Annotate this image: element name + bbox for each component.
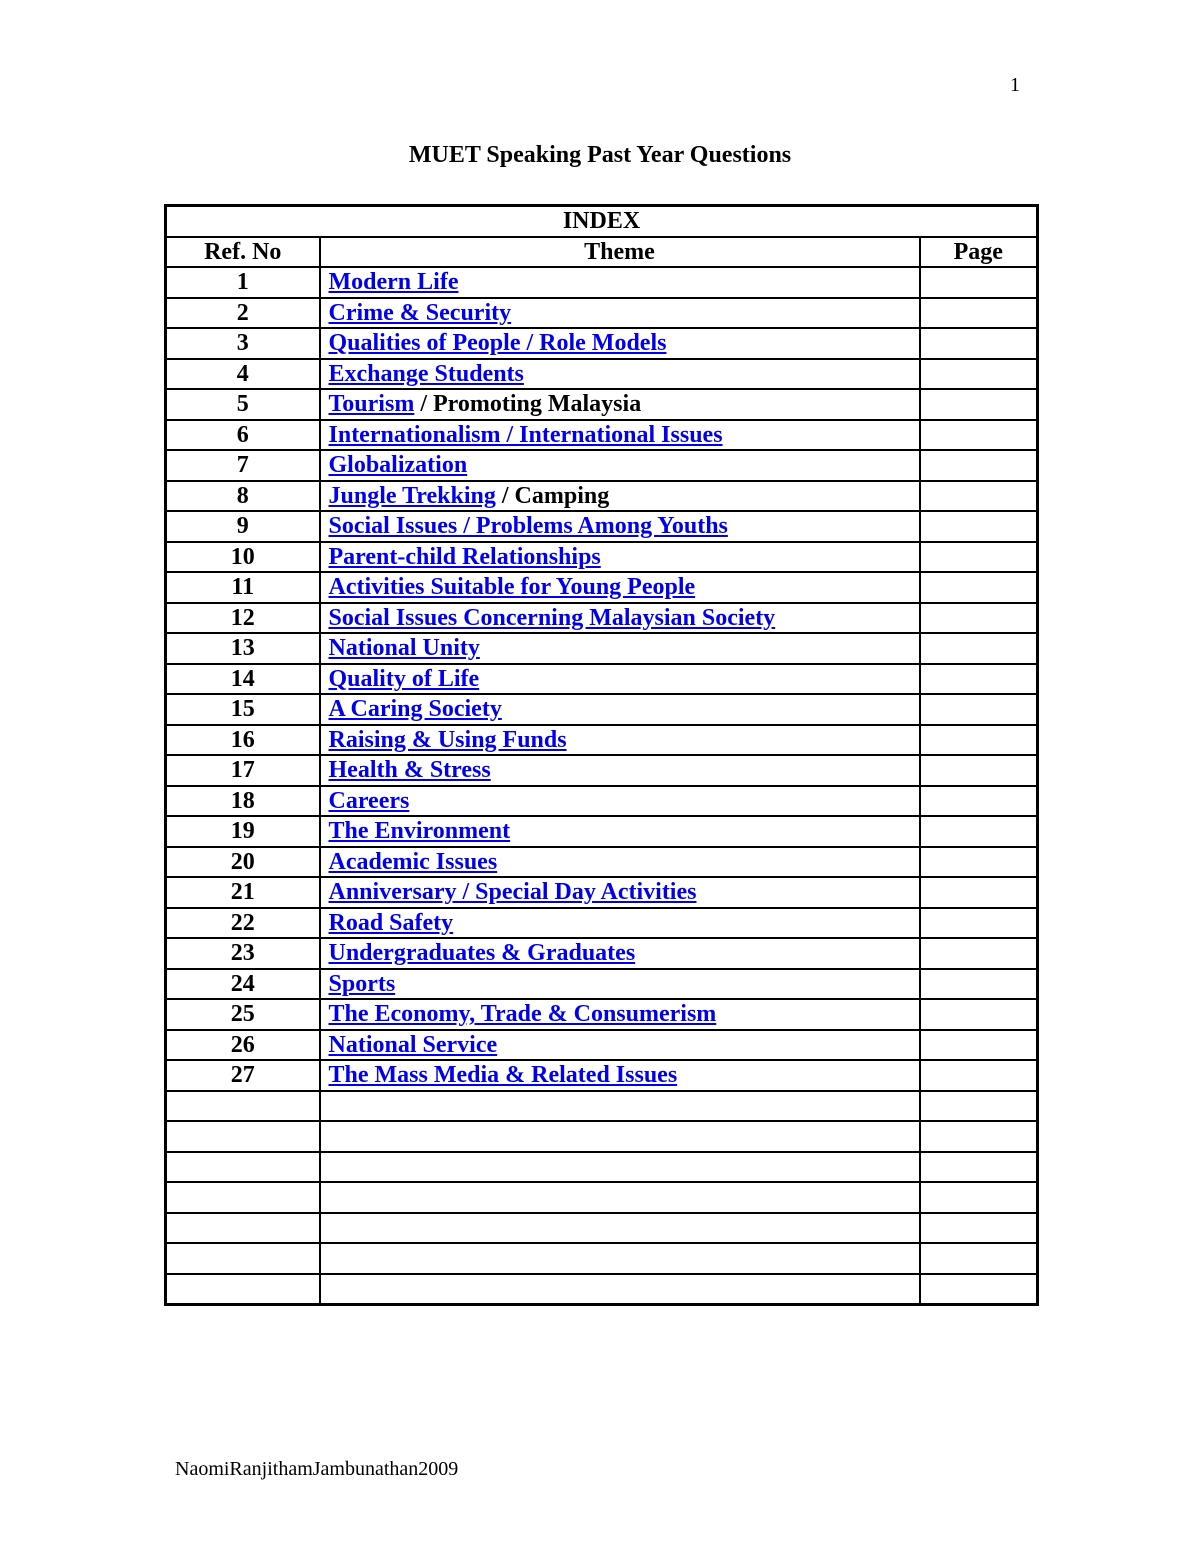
ref-no-cell: 26 bbox=[166, 1030, 320, 1061]
page-cell bbox=[920, 267, 1038, 298]
table-row bbox=[166, 359, 1038, 390]
theme-cell bbox=[320, 481, 920, 512]
ref-no-cell: 27 bbox=[166, 1060, 320, 1091]
empty-cell bbox=[320, 1213, 920, 1244]
page-cell bbox=[920, 969, 1038, 1000]
theme-link[interactable]: Careers bbox=[328, 787, 410, 814]
table-row bbox=[166, 664, 1038, 695]
table-row bbox=[166, 847, 1038, 878]
theme-cell bbox=[320, 969, 920, 1000]
table-row bbox=[166, 542, 1038, 573]
page-cell bbox=[920, 664, 1038, 695]
header-row bbox=[166, 237, 1038, 268]
table-row bbox=[166, 420, 1038, 451]
header-theme: Theme bbox=[320, 237, 920, 268]
ref-no-cell: 19 bbox=[166, 816, 320, 847]
theme-cell bbox=[320, 328, 920, 359]
empty-row bbox=[166, 1091, 1038, 1122]
table-row bbox=[166, 1030, 1038, 1061]
index-caption-row bbox=[166, 206, 1038, 237]
theme-link[interactable]: National Unity bbox=[328, 635, 480, 662]
theme-link[interactable]: Academic Issues bbox=[328, 848, 498, 875]
page-number: 1 bbox=[1010, 74, 1020, 96]
empty-cell bbox=[320, 1243, 920, 1274]
ref-no-cell: 2 bbox=[166, 298, 320, 329]
ref-no-cell: 25 bbox=[166, 999, 320, 1030]
table-row bbox=[166, 755, 1038, 786]
theme-cell bbox=[320, 877, 920, 908]
page-cell bbox=[920, 359, 1038, 390]
theme-cell bbox=[320, 755, 920, 786]
theme-link[interactable]: Crime & Security bbox=[328, 299, 512, 326]
empty-cell bbox=[920, 1091, 1038, 1122]
page-cell bbox=[920, 542, 1038, 573]
ref-no-cell: 18 bbox=[166, 786, 320, 817]
theme-cell bbox=[320, 694, 920, 725]
empty-cell bbox=[320, 1091, 920, 1122]
page-cell bbox=[920, 298, 1038, 329]
table-row bbox=[166, 908, 1038, 939]
page-cell bbox=[920, 877, 1038, 908]
empty-row bbox=[166, 1213, 1038, 1244]
page-cell bbox=[920, 694, 1038, 725]
page-cell bbox=[920, 786, 1038, 817]
theme-cell bbox=[320, 908, 920, 939]
theme-cell bbox=[320, 389, 920, 420]
page-cell bbox=[920, 481, 1038, 512]
header-ref-no: Ref. No bbox=[166, 237, 320, 268]
page-cell bbox=[920, 633, 1038, 664]
theme-link[interactable]: Internationalism / International Issues bbox=[328, 421, 723, 448]
page-cell bbox=[920, 328, 1038, 359]
page-cell bbox=[920, 450, 1038, 481]
empty-row bbox=[166, 1182, 1038, 1213]
footer-author: NaomiRanjithamJambunathan2009 bbox=[175, 1458, 459, 1480]
theme-link[interactable]: Activities Suitable for Young People bbox=[328, 574, 696, 601]
empty-cell bbox=[320, 1274, 920, 1305]
theme-link[interactable]: National Service bbox=[328, 1031, 498, 1058]
page-cell bbox=[920, 1060, 1038, 1091]
index-body bbox=[166, 267, 1038, 1305]
empty-row bbox=[166, 1274, 1038, 1305]
table-row bbox=[166, 481, 1038, 512]
theme-link[interactable]: Globalization bbox=[328, 452, 468, 479]
empty-row bbox=[166, 1121, 1038, 1152]
theme-link[interactable]: Modern Life bbox=[328, 269, 459, 296]
theme-cell bbox=[320, 999, 920, 1030]
empty-cell bbox=[166, 1182, 320, 1213]
table-row bbox=[166, 603, 1038, 634]
ref-no-cell: 14 bbox=[166, 664, 320, 695]
ref-no-cell: 22 bbox=[166, 908, 320, 939]
empty-cell bbox=[166, 1152, 320, 1183]
theme-link[interactable]: A Caring Society bbox=[328, 696, 502, 723]
theme-cell bbox=[320, 847, 920, 878]
empty-cell bbox=[920, 1243, 1038, 1274]
table-row bbox=[166, 877, 1038, 908]
theme-link[interactable]: Sports bbox=[328, 970, 396, 997]
table-row bbox=[166, 267, 1038, 298]
table-row bbox=[166, 389, 1038, 420]
theme-cell bbox=[320, 664, 920, 695]
theme-link[interactable]: Quality of Life bbox=[328, 665, 480, 692]
theme-cell bbox=[320, 298, 920, 329]
index-table bbox=[164, 204, 1039, 1306]
theme-suffix: / Camping bbox=[495, 482, 610, 509]
theme-link[interactable]: Tourism bbox=[328, 391, 415, 418]
table-row bbox=[166, 1060, 1038, 1091]
ref-no-cell: 21 bbox=[166, 877, 320, 908]
theme-link[interactable]: Undergraduates & Graduates bbox=[328, 940, 636, 967]
index-caption: INDEX bbox=[166, 206, 1038, 237]
page-cell bbox=[920, 1030, 1038, 1061]
ref-no-cell: 17 bbox=[166, 755, 320, 786]
theme-cell bbox=[320, 450, 920, 481]
empty-cell bbox=[320, 1121, 920, 1152]
page-cell bbox=[920, 572, 1038, 603]
empty-cell bbox=[920, 1213, 1038, 1244]
page-title: MUET Speaking Past Year Questions bbox=[408, 142, 792, 168]
theme-cell bbox=[320, 267, 920, 298]
ref-no-cell: 4 bbox=[166, 359, 320, 390]
theme-link[interactable]: Parent-child Relationships bbox=[328, 543, 601, 570]
empty-cell bbox=[166, 1274, 320, 1305]
page-cell bbox=[920, 938, 1038, 969]
ref-no-cell: 13 bbox=[166, 633, 320, 664]
ref-no-cell: 10 bbox=[166, 542, 320, 573]
ref-no-cell: 15 bbox=[166, 694, 320, 725]
page-cell bbox=[920, 603, 1038, 634]
theme-suffix: / Promoting Malaysia bbox=[414, 391, 642, 418]
theme-cell bbox=[320, 938, 920, 969]
theme-cell bbox=[320, 633, 920, 664]
theme-link[interactable]: Jungle Trekking bbox=[328, 482, 496, 509]
empty-cell bbox=[920, 1152, 1038, 1183]
page-cell bbox=[920, 420, 1038, 451]
theme-link[interactable]: Qualities of People / Role Models bbox=[328, 330, 667, 357]
ref-no-cell: 3 bbox=[166, 328, 320, 359]
page-cell bbox=[920, 725, 1038, 756]
ref-no-cell: 5 bbox=[166, 389, 320, 420]
page-cell bbox=[920, 908, 1038, 939]
empty-cell bbox=[166, 1091, 320, 1122]
empty-cell bbox=[920, 1182, 1038, 1213]
theme-link[interactable]: The Mass Media & Related Issues bbox=[328, 1062, 678, 1089]
theme-link[interactable]: Anniversary / Special Day Activities bbox=[328, 879, 697, 906]
table-row bbox=[166, 999, 1038, 1030]
table-row bbox=[166, 725, 1038, 756]
table-row bbox=[166, 816, 1038, 847]
ref-no-cell: 23 bbox=[166, 938, 320, 969]
table-row bbox=[166, 298, 1038, 329]
ref-no-cell: 11 bbox=[166, 572, 320, 603]
ref-no-cell: 8 bbox=[166, 481, 320, 512]
theme-cell bbox=[320, 420, 920, 451]
empty-row bbox=[166, 1243, 1038, 1274]
empty-cell bbox=[920, 1121, 1038, 1152]
theme-cell bbox=[320, 359, 920, 390]
page-cell bbox=[920, 755, 1038, 786]
theme-link[interactable]: Social Issues / Problems Among Youths bbox=[328, 513, 728, 540]
theme-link[interactable]: The Environment bbox=[328, 818, 511, 845]
ref-no-cell: 1 bbox=[166, 267, 320, 298]
theme-cell bbox=[320, 1060, 920, 1091]
theme-cell bbox=[320, 1030, 920, 1061]
ref-no-cell: 6 bbox=[166, 420, 320, 451]
theme-link[interactable]: The Economy, Trade & Consumerism bbox=[328, 1001, 717, 1028]
page-cell bbox=[920, 999, 1038, 1030]
page-cell bbox=[920, 389, 1038, 420]
table-row bbox=[166, 969, 1038, 1000]
theme-cell bbox=[320, 572, 920, 603]
ref-no-cell: 7 bbox=[166, 450, 320, 481]
ref-no-cell: 12 bbox=[166, 603, 320, 634]
page-cell bbox=[920, 816, 1038, 847]
theme-link[interactable]: Road Safety bbox=[328, 909, 454, 936]
ref-no-cell: 20 bbox=[166, 847, 320, 878]
table-row bbox=[166, 511, 1038, 542]
theme-cell bbox=[320, 725, 920, 756]
table-row bbox=[166, 572, 1038, 603]
table-row bbox=[166, 786, 1038, 817]
page-cell bbox=[920, 511, 1038, 542]
empty-cell bbox=[320, 1182, 920, 1213]
ref-no-cell: 9 bbox=[166, 511, 320, 542]
empty-cell bbox=[166, 1243, 320, 1274]
empty-cell bbox=[166, 1213, 320, 1244]
theme-cell bbox=[320, 786, 920, 817]
empty-cell bbox=[320, 1152, 920, 1183]
empty-cell bbox=[920, 1274, 1038, 1305]
theme-cell bbox=[320, 511, 920, 542]
empty-cell bbox=[166, 1121, 320, 1152]
table-row bbox=[166, 633, 1038, 664]
theme-link[interactable]: Health & Stress bbox=[328, 757, 491, 784]
theme-cell bbox=[320, 603, 920, 634]
table-row bbox=[166, 328, 1038, 359]
theme-link[interactable]: Exchange Students bbox=[328, 360, 524, 387]
table-row bbox=[166, 938, 1038, 969]
page-cell bbox=[920, 847, 1038, 878]
theme-link[interactable]: Raising & Using Funds bbox=[328, 726, 567, 753]
empty-row bbox=[166, 1152, 1038, 1183]
ref-no-cell: 16 bbox=[166, 725, 320, 756]
table-row bbox=[166, 694, 1038, 725]
theme-cell bbox=[320, 816, 920, 847]
theme-link[interactable]: Social Issues Concerning Malaysian Society bbox=[328, 604, 776, 631]
ref-no-cell: 24 bbox=[166, 969, 320, 1000]
theme-cell bbox=[320, 542, 920, 573]
table-row bbox=[166, 450, 1038, 481]
header-page: Page bbox=[920, 237, 1038, 268]
